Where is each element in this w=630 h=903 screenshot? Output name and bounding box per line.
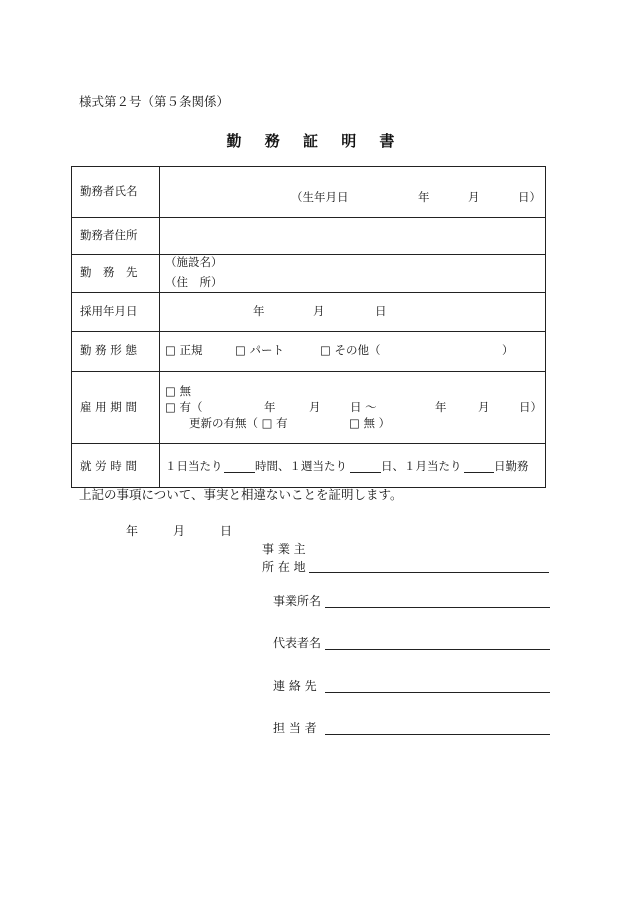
hours-per-day-blank[interactable]: [224, 472, 255, 473]
sign-day-label: 日: [220, 524, 233, 538]
renewal-yes-checkbox[interactable]: 更新の有無（ □ 有: [189, 416, 288, 430]
period-start-month-label: 月: [309, 400, 321, 414]
person-in-charge-line[interactable]: [325, 734, 550, 735]
form-number: 様式第２号（第５条関係）: [79, 94, 230, 109]
renewal-no-checkbox[interactable]: □ 無 ）: [349, 416, 391, 430]
other-checkbox[interactable]: □ その他（: [320, 343, 381, 357]
hire-date-label: 採用年月日: [80, 304, 138, 318]
working-hours-label: 就 労 時 間: [80, 459, 137, 473]
employment-period-label: 雇 用 期 間: [80, 400, 137, 414]
regular-checkbox[interactable]: □ 正規: [165, 343, 203, 357]
facility-label: （施設名）: [165, 255, 223, 269]
employer-location-label: 所 在 地: [262, 560, 306, 574]
period-start-year-label: 年: [264, 400, 276, 414]
birth-date-label: （生年月日: [291, 190, 349, 204]
row-divider: [72, 292, 545, 293]
birth-day-label: 日）: [518, 190, 541, 204]
certification-statement: 上記の事項について、事実と相違ないことを証明します。: [79, 487, 403, 502]
days-per-week-blank[interactable]: [350, 472, 381, 473]
row-divider: [72, 371, 545, 372]
employer-label: 事 業 主: [262, 542, 306, 556]
sign-month-label: 月: [173, 524, 186, 538]
contact-line[interactable]: [325, 692, 550, 693]
workplace-address-label: （住 所）: [165, 275, 223, 289]
row-divider: [72, 331, 545, 332]
document-title: 勤 務 証 明 書: [226, 132, 404, 150]
name-label: 勤務者氏名: [80, 184, 138, 198]
hours-per-day-label: １日当たり: [165, 459, 223, 473]
days-per-month-label: 日、１月当たり: [381, 459, 462, 473]
row-divider: [72, 254, 545, 255]
person-in-charge-label: 担 当 者: [273, 721, 317, 735]
period-start-day-label: 日 ～: [350, 400, 377, 414]
hire-year-label: 年: [253, 304, 265, 318]
hire-day-label: 日: [375, 304, 387, 318]
workplace-label: 勤 務 先: [80, 265, 138, 279]
period-yes-checkbox[interactable]: □ 有（: [165, 400, 203, 414]
other-close-paren: ）: [502, 343, 514, 357]
hours-per-week-label: 時間、１週当たり: [255, 459, 347, 473]
part-time-checkbox[interactable]: □ パート: [235, 343, 285, 357]
label-column-divider: [159, 167, 160, 487]
row-divider: [72, 217, 545, 218]
birth-year-label: 年: [418, 190, 430, 204]
representative-label: 代表者名: [273, 636, 322, 650]
address-label: 勤務者住所: [80, 228, 138, 242]
employment-type-label: 勤 務 形 態: [80, 343, 137, 357]
office-name-label: 事業所名: [273, 594, 322, 608]
representative-line[interactable]: [325, 649, 550, 650]
period-end-year-label: 年: [435, 400, 447, 414]
sign-year-label: 年: [126, 524, 139, 538]
days-per-month-blank[interactable]: [464, 472, 494, 473]
row-divider: [72, 443, 545, 444]
employer-location-line[interactable]: [309, 572, 549, 573]
office-name-line[interactable]: [325, 607, 550, 608]
period-none-checkbox[interactable]: □ 無: [165, 384, 192, 398]
birth-month-label: 月: [468, 190, 480, 204]
work-days-label: 日勤務: [494, 459, 529, 473]
period-end-day-label: 日）: [519, 400, 542, 414]
contact-label: 連 絡 先: [273, 679, 317, 693]
hire-month-label: 月: [313, 304, 325, 318]
period-end-month-label: 月: [478, 400, 490, 414]
certificate-table: [71, 166, 546, 488]
